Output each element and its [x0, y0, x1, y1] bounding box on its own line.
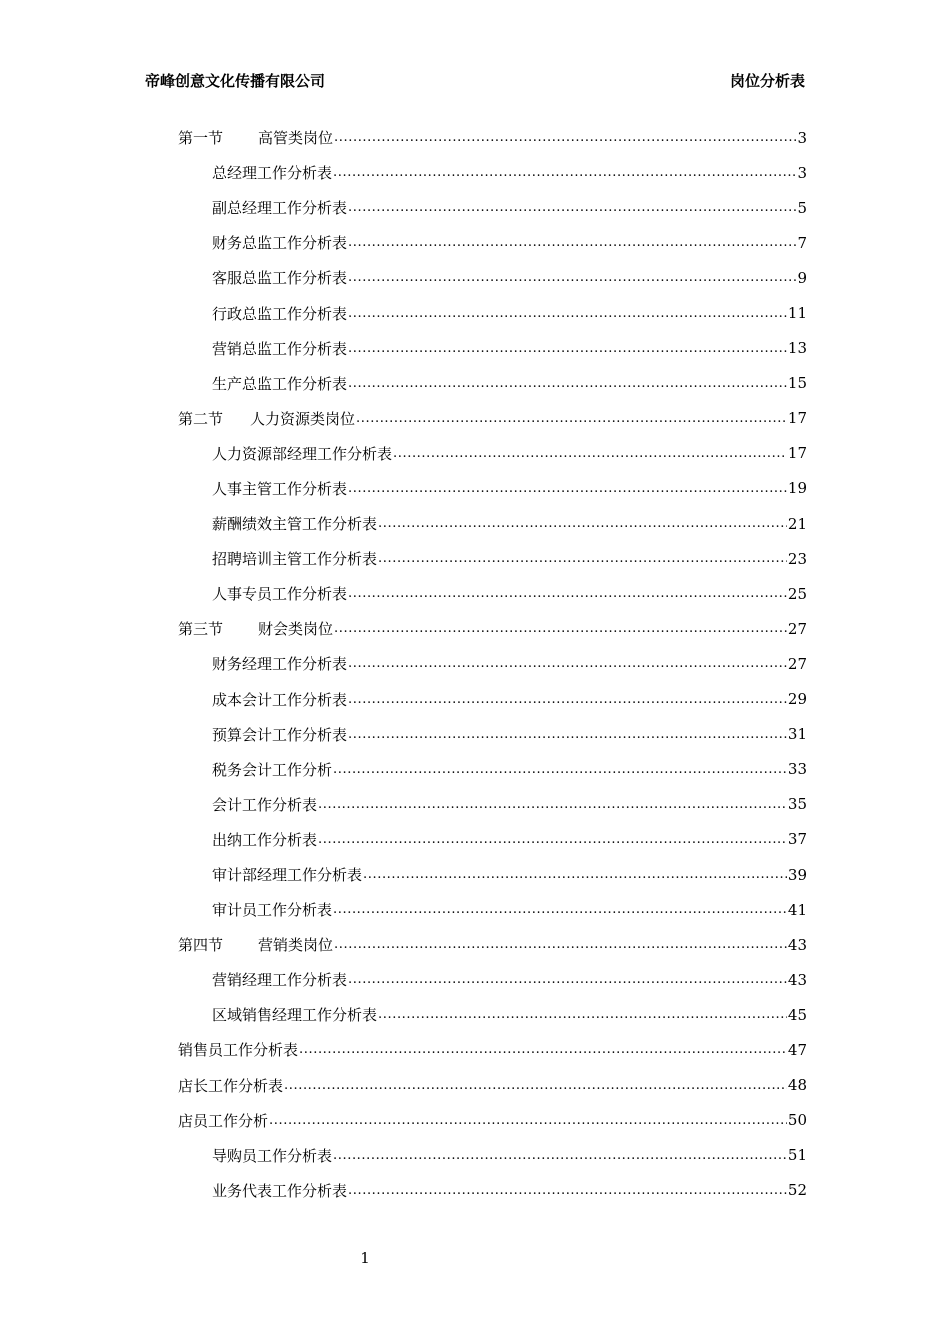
section-title: 营销经理工作分析表	[212, 971, 348, 990]
toc-entry-title	[212, 338, 347, 359]
toc-page-number: 37	[787, 830, 807, 849]
toc-page-number: 19	[787, 479, 807, 498]
toc-entry-title	[212, 373, 347, 394]
dot-leader	[348, 656, 787, 671]
section-spacer	[223, 934, 258, 955]
toc-page-number: 50	[787, 1111, 807, 1130]
dot-leader	[299, 1042, 787, 1057]
toc-entry-title	[212, 864, 362, 885]
dot-leader	[333, 762, 787, 777]
dot-leader	[348, 376, 787, 391]
toc-entry[interactable]	[178, 436, 807, 471]
toc-entry-title	[212, 794, 317, 815]
toc-page-number: 45	[787, 1005, 807, 1024]
section-title: 预算会计工作分析表	[212, 725, 348, 744]
toc-page-number: 27	[787, 619, 807, 638]
toc-entry[interactable]	[178, 260, 807, 295]
section-title: 人事专员工作分析表	[212, 585, 348, 604]
section-title: 人力资源部经理工作分析表	[212, 444, 393, 463]
toc-entry-title	[178, 408, 355, 429]
page-number: 1	[360, 1249, 370, 1267]
section-spacer	[223, 127, 258, 148]
toc-entry-title	[212, 1004, 377, 1025]
toc-entry[interactable]	[178, 611, 807, 646]
toc-entry-title	[212, 162, 332, 183]
section-title: 人力资源类岗位	[250, 409, 356, 428]
toc-entry-title	[212, 267, 347, 288]
toc-entry-title	[178, 127, 333, 148]
dot-leader	[269, 1113, 787, 1128]
toc-page-number: 33	[787, 760, 807, 779]
dot-leader	[363, 867, 787, 882]
toc-page-number: 21	[787, 514, 807, 533]
toc-page-number: 41	[787, 900, 807, 919]
toc-entry-title	[178, 1039, 298, 1060]
section-title: 总经理工作分析表	[212, 164, 333, 183]
section-title: 审计部经理工作分析表	[212, 866, 363, 885]
dot-leader	[334, 937, 787, 952]
toc-entry-title	[212, 478, 347, 499]
toc-page-number: 5	[797, 198, 807, 217]
toc-entry[interactable]	[178, 295, 807, 330]
toc-entry[interactable]	[178, 471, 807, 506]
dot-leader	[284, 1078, 787, 1093]
dot-leader	[348, 727, 787, 742]
toc-page-number: 9	[797, 268, 807, 287]
toc-entry[interactable]	[178, 541, 807, 576]
toc-page-number: 25	[787, 584, 807, 603]
toc-entry[interactable]	[178, 506, 807, 541]
section-title: 行政总监工作分析表	[212, 304, 348, 323]
section-spacer	[223, 408, 250, 429]
section-title: 出纳工作分析表	[212, 830, 318, 849]
toc-entry-title	[212, 653, 347, 674]
toc-page-number: 3	[797, 128, 807, 147]
dot-leader	[318, 797, 787, 812]
toc-entry-title	[212, 548, 377, 569]
dot-leader	[318, 832, 787, 847]
toc-entry[interactable]	[178, 1068, 807, 1103]
toc-entry[interactable]	[178, 822, 807, 857]
toc-page-number: 17	[787, 409, 807, 428]
toc-entry[interactable]	[178, 1173, 807, 1208]
section-title: 生产总监工作分析表	[212, 374, 348, 393]
toc-entry[interactable]	[178, 366, 807, 401]
toc-entry[interactable]	[178, 997, 807, 1032]
table-of-contents	[178, 120, 807, 1208]
toc-page-number: 27	[787, 654, 807, 673]
toc-page-number: 13	[787, 339, 807, 358]
toc-page-number: 35	[787, 795, 807, 814]
toc-entry-title	[212, 583, 347, 604]
toc-entry[interactable]	[178, 752, 807, 787]
toc-page-number: 48	[787, 1076, 807, 1095]
dot-leader	[333, 165, 796, 180]
section-title: 副总经理工作分析表	[212, 199, 348, 218]
section-title: 销售员工作分析表	[178, 1041, 299, 1060]
toc-entry[interactable]	[178, 717, 807, 752]
section-number: 第二节	[178, 409, 224, 428]
dot-leader	[348, 692, 787, 707]
toc-entry-title	[212, 1145, 332, 1166]
toc-entry[interactable]	[178, 1138, 807, 1173]
dot-leader	[378, 551, 787, 566]
toc-page-number: 29	[787, 690, 807, 709]
toc-entry-title	[178, 1110, 268, 1131]
toc-entry[interactable]	[178, 576, 807, 611]
dot-leader	[348, 235, 796, 250]
toc-entry-title	[212, 443, 392, 464]
dot-leader	[333, 1148, 787, 1163]
toc-entry-title	[178, 934, 333, 955]
toc-page-number: 7	[797, 233, 807, 252]
toc-entry[interactable]	[178, 892, 807, 927]
section-title: 店员工作分析	[178, 1111, 269, 1130]
toc-entry-title	[212, 829, 317, 850]
toc-entry-title	[212, 724, 347, 745]
toc-page-number: 47	[787, 1040, 807, 1059]
toc-entry[interactable]	[178, 190, 807, 225]
section-title: 业务代表工作分析表	[212, 1181, 348, 1200]
section-number: 第一节	[178, 129, 224, 148]
toc-entry-title	[212, 759, 332, 780]
dot-leader	[348, 341, 787, 356]
document-title: 岗位分析表	[729, 72, 805, 90]
dot-leader	[348, 972, 787, 987]
toc-entry[interactable]	[178, 1032, 807, 1067]
section-title: 招聘培训主管工作分析表	[212, 550, 378, 569]
toc-page-number: 31	[787, 725, 807, 744]
section-number: 第四节	[178, 936, 224, 955]
toc-page-number: 52	[787, 1181, 807, 1200]
toc-page-number: 15	[787, 374, 807, 393]
toc-page-number: 39	[787, 865, 807, 884]
section-title: 审计员工作分析表	[212, 901, 333, 920]
section-title: 财会类岗位	[258, 620, 334, 639]
toc-entry-title	[212, 197, 347, 218]
toc-entry[interactable]	[178, 927, 807, 962]
dot-leader	[348, 586, 787, 601]
section-title: 税务会计工作分析	[212, 760, 333, 779]
toc-entry[interactable]	[178, 646, 807, 681]
toc-page-number: 3	[797, 163, 807, 182]
toc-entry-title	[212, 232, 347, 253]
section-title: 区域销售经理工作分析表	[212, 1006, 378, 1025]
company-name: 帝峰创意文化传播有限公司	[145, 72, 326, 90]
dot-leader	[348, 270, 796, 285]
toc-entry-title	[212, 969, 347, 990]
toc-entry-title	[212, 303, 347, 324]
section-title: 营销类岗位	[258, 936, 334, 955]
toc-page-number: 11	[787, 304, 807, 323]
toc-entry[interactable]	[178, 225, 807, 260]
dot-leader	[348, 306, 787, 321]
toc-entry-title	[178, 618, 333, 639]
toc-page-number: 51	[787, 1146, 807, 1165]
dot-leader	[348, 200, 796, 215]
dot-leader	[356, 411, 787, 426]
dot-leader	[348, 481, 787, 496]
dot-leader	[378, 1007, 787, 1022]
section-title: 人事主管工作分析表	[212, 479, 348, 498]
section-title: 导购员工作分析表	[212, 1146, 333, 1165]
toc-entry[interactable]	[178, 857, 807, 892]
toc-page-number: 17	[787, 444, 807, 463]
toc-page-number: 43	[787, 970, 807, 989]
toc-entry-title	[178, 1075, 283, 1096]
dot-leader	[334, 621, 787, 636]
section-title: 高管类岗位	[258, 129, 334, 148]
page-header	[145, 70, 805, 92]
section-title: 营销总监工作分析表	[212, 339, 348, 358]
section-title: 薪酬绩效主管工作分析表	[212, 515, 378, 534]
dot-leader	[378, 516, 787, 531]
section-spacer	[223, 618, 258, 639]
section-title: 店长工作分析表	[178, 1076, 284, 1095]
toc-entry[interactable]	[178, 1103, 807, 1138]
toc-page-number: 23	[787, 549, 807, 568]
dot-leader	[334, 130, 796, 145]
toc-entry-title	[212, 513, 377, 534]
section-title: 财务经理工作分析表	[212, 655, 348, 674]
toc-entry-title	[212, 899, 332, 920]
toc-entry[interactable]	[178, 401, 807, 436]
toc-entry[interactable]	[178, 155, 807, 190]
section-title: 财务总监工作分析表	[212, 234, 348, 253]
toc-entry[interactable]	[178, 962, 807, 997]
dot-leader	[393, 446, 787, 461]
section-title: 会计工作分析表	[212, 795, 318, 814]
toc-entry-title	[212, 1180, 347, 1201]
toc-entry[interactable]	[178, 120, 807, 155]
toc-page-number: 43	[787, 935, 807, 954]
toc-entry-title	[212, 689, 347, 710]
dot-leader	[348, 1183, 787, 1198]
dot-leader	[333, 902, 787, 917]
toc-entry[interactable]	[178, 787, 807, 822]
section-title: 客服总监工作分析表	[212, 269, 348, 288]
toc-entry[interactable]	[178, 331, 807, 366]
section-number: 第三节	[178, 620, 224, 639]
section-title: 成本会计工作分析表	[212, 690, 348, 709]
toc-entry[interactable]	[178, 682, 807, 717]
